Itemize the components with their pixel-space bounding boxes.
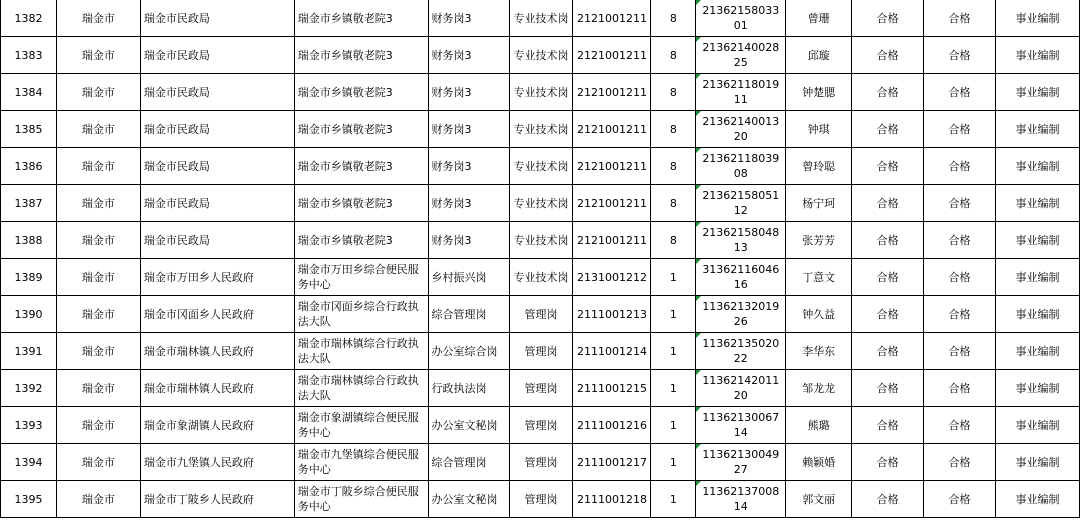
cell-post-type: 专业技术岗 — [509, 0, 573, 37]
cell-city: 瑞金市 — [56, 333, 140, 370]
ticket-text: 3136211604616 — [702, 263, 780, 291]
cell-result-2: 合格 — [924, 296, 996, 333]
cell-result-1: 合格 — [852, 0, 924, 37]
table-row — [1, 296, 1080, 333]
cell-unit: 瑞金市乡镇敬老院3 — [294, 0, 428, 37]
cell-name: 张芳芳 — [786, 222, 852, 259]
cell-post: 行政执法岗 — [428, 370, 509, 407]
table-row — [1, 444, 1080, 481]
ticket-text: 1136213700814 — [702, 485, 780, 513]
table-row — [1, 74, 1080, 111]
cell-unit: 瑞金市冈面乡综合行政执法大队 — [294, 296, 428, 333]
cell-department: 瑞金市瑞林镇人民政府 — [140, 370, 294, 407]
cell-post: 财务岗3 — [428, 185, 509, 222]
table-row — [1, 407, 1080, 444]
cell-city: 瑞金市 — [56, 37, 140, 74]
cell-hire-count: 8 — [651, 148, 696, 185]
cell-city: 瑞金市 — [56, 259, 140, 296]
cell-post: 办公室综合岗 — [428, 333, 509, 370]
cell-staff-kind: 事业编制 — [995, 222, 1079, 259]
cell-staff-kind: 事业编制 — [995, 74, 1079, 111]
cell-post: 财务岗3 — [428, 74, 509, 111]
table-row — [1, 222, 1080, 259]
cell-department: 瑞金市冈面乡人民政府 — [140, 296, 294, 333]
cell-post: 综合管理岗 — [428, 444, 509, 481]
cell-result-1: 合格 — [852, 370, 924, 407]
cell-ticket-no — [696, 111, 786, 148]
ticket-text: 2136214002825 — [702, 41, 780, 69]
cell-marker-icon — [696, 333, 701, 338]
cell-staff-kind: 事业编制 — [995, 444, 1079, 481]
table-row — [1, 111, 1080, 148]
cell-hire-count: 1 — [651, 370, 696, 407]
table-row — [1, 370, 1080, 407]
ticket-text: 2136211801911 — [702, 78, 780, 106]
cell-department: 瑞金市民政局 — [140, 74, 294, 111]
cell-post: 财务岗3 — [428, 222, 509, 259]
cell-staff-kind: 事业编制 — [995, 111, 1079, 148]
cell-post: 财务岗3 — [428, 111, 509, 148]
cell-post-code: 2121001211 — [573, 37, 651, 74]
cell-result-2: 合格 — [924, 407, 996, 444]
cell-staff-kind: 事业编制 — [995, 481, 1079, 518]
cell-staff-kind: 事业编制 — [995, 333, 1079, 370]
cell-result-2: 合格 — [924, 0, 996, 37]
cell-ticket-no — [696, 148, 786, 185]
cell-hire-count: 1 — [651, 259, 696, 296]
table-row — [1, 0, 1080, 37]
cell-post-type: 管理岗 — [509, 444, 573, 481]
cell-ticket-no — [696, 296, 786, 333]
cell-result-1: 合格 — [852, 296, 924, 333]
cell-ticket-no — [696, 407, 786, 444]
cell-city: 瑞金市 — [56, 370, 140, 407]
cell-department: 瑞金市民政局 — [140, 0, 294, 37]
cell-name: 李华东 — [786, 333, 852, 370]
cell-hire-count: 8 — [651, 0, 696, 37]
table-row — [1, 333, 1080, 370]
cell-unit: 瑞金市乡镇敬老院3 — [294, 222, 428, 259]
cell-post: 财务岗3 — [428, 148, 509, 185]
cell-staff-kind: 事业编制 — [995, 148, 1079, 185]
cell-city: 瑞金市 — [56, 481, 140, 518]
cell-result-1: 合格 — [852, 259, 924, 296]
cell-post-type: 专业技术岗 — [509, 148, 573, 185]
cell-hire-count: 1 — [651, 481, 696, 518]
cell-post-code: 2131001212 — [573, 259, 651, 296]
cell-ticket-no — [696, 370, 786, 407]
cell-hire-count: 1 — [651, 296, 696, 333]
cell-seq-no: 1386 — [1, 148, 57, 185]
cell-post-code: 2121001211 — [573, 74, 651, 111]
cell-unit: 瑞金市瑞林镇综合行政执法大队 — [294, 370, 428, 407]
cell-staff-kind: 事业编制 — [995, 370, 1079, 407]
cell-unit: 瑞金市乡镇敬老院3 — [294, 185, 428, 222]
cell-staff-kind: 事业编制 — [995, 407, 1079, 444]
cell-unit: 瑞金市象湖镇综合便民服务中心 — [294, 407, 428, 444]
cell-seq-no: 1389 — [1, 259, 57, 296]
cell-seq-no: 1387 — [1, 185, 57, 222]
cell-hire-count: 8 — [651, 185, 696, 222]
cell-result-1: 合格 — [852, 185, 924, 222]
cell-post-code: 2111001216 — [573, 407, 651, 444]
cell-marker-icon — [696, 222, 701, 227]
cell-post: 办公室文秘岗 — [428, 407, 509, 444]
cell-post-code: 2111001215 — [573, 370, 651, 407]
ticket-text: 1136213006714 — [702, 411, 780, 439]
cell-unit: 瑞金市乡镇敬老院3 — [294, 148, 428, 185]
cell-name: 赖颖婚 — [786, 444, 852, 481]
cell-unit: 瑞金市乡镇敬老院3 — [294, 37, 428, 74]
cell-post-type: 专业技术岗 — [509, 111, 573, 148]
ticket-text: 2136215805112 — [702, 189, 780, 217]
cell-hire-count: 8 — [651, 222, 696, 259]
cell-marker-icon — [696, 148, 701, 153]
table-row — [1, 37, 1080, 74]
cell-department: 瑞金市万田乡人民政府 — [140, 259, 294, 296]
cell-post-type: 管理岗 — [509, 296, 573, 333]
ticket-text: 2136215803301 — [702, 4, 780, 32]
cell-name: 丁意文 — [786, 259, 852, 296]
table-row — [1, 185, 1080, 222]
cell-city: 瑞金市 — [56, 407, 140, 444]
cell-ticket-no — [696, 37, 786, 74]
cell-post-type: 专业技术岗 — [509, 37, 573, 74]
cell-result-1: 合格 — [852, 333, 924, 370]
cell-post-code: 2121001211 — [573, 111, 651, 148]
cell-unit: 瑞金市九堡镇综合便民服务中心 — [294, 444, 428, 481]
cell-result-2: 合格 — [924, 370, 996, 407]
cell-post: 综合管理岗 — [428, 296, 509, 333]
cell-marker-icon — [696, 74, 701, 79]
cell-name: 钟琪 — [786, 111, 852, 148]
cell-post-type: 管理岗 — [509, 481, 573, 518]
cell-result-2: 合格 — [924, 481, 996, 518]
ticket-text: 1136214201120 — [702, 374, 780, 402]
cell-hire-count: 8 — [651, 37, 696, 74]
cell-result-2: 合格 — [924, 185, 996, 222]
cell-post-code: 2111001214 — [573, 333, 651, 370]
cell-ticket-no — [696, 185, 786, 222]
cell-name: 郭文丽 — [786, 481, 852, 518]
cell-marker-icon — [696, 370, 701, 375]
cell-name: 曾珊 — [786, 0, 852, 37]
cell-hire-count: 1 — [651, 444, 696, 481]
cell-result-2: 合格 — [924, 111, 996, 148]
cell-seq-no: 1394 — [1, 444, 57, 481]
cell-post-type: 管理岗 — [509, 370, 573, 407]
cell-seq-no: 1382 — [1, 0, 57, 37]
table-row — [1, 481, 1080, 518]
cell-department: 瑞金市民政局 — [140, 37, 294, 74]
cell-post-code: 2111001218 — [573, 481, 651, 518]
cell-department: 瑞金市九堡镇人民政府 — [140, 444, 294, 481]
cell-ticket-no — [696, 444, 786, 481]
ticket-text: 1136213004927 — [702, 448, 780, 476]
cell-hire-count: 1 — [651, 407, 696, 444]
cell-seq-no: 1388 — [1, 222, 57, 259]
cell-staff-kind: 事业编制 — [995, 296, 1079, 333]
cell-unit: 瑞金市乡镇敬老院3 — [294, 111, 428, 148]
cell-ticket-no — [696, 222, 786, 259]
cell-ticket-no — [696, 0, 786, 37]
cell-post-type: 专业技术岗 — [509, 222, 573, 259]
cell-staff-kind: 事业编制 — [995, 185, 1079, 222]
cell-department: 瑞金市民政局 — [140, 185, 294, 222]
cell-result-1: 合格 — [852, 407, 924, 444]
cell-name: 曾玲聪 — [786, 148, 852, 185]
cell-seq-no: 1393 — [1, 407, 57, 444]
table-row — [1, 148, 1080, 185]
cell-post-type: 专业技术岗 — [509, 185, 573, 222]
ticket-text: 1136213201926 — [702, 300, 780, 328]
cell-hire-count: 8 — [651, 111, 696, 148]
cell-seq-no: 1385 — [1, 111, 57, 148]
cell-result-1: 合格 — [852, 222, 924, 259]
cell-result-1: 合格 — [852, 481, 924, 518]
cell-staff-kind: 事业编制 — [995, 0, 1079, 37]
cell-post-code: 2121001211 — [573, 185, 651, 222]
ticket-text: 2136215804813 — [702, 226, 780, 254]
cell-seq-no: 1384 — [1, 74, 57, 111]
cell-result-1: 合格 — [852, 444, 924, 481]
cell-department: 瑞金市民政局 — [140, 148, 294, 185]
cell-name: 杨宁珂 — [786, 185, 852, 222]
cell-hire-count: 8 — [651, 74, 696, 111]
cell-marker-icon — [696, 0, 701, 5]
cell-department: 瑞金市民政局 — [140, 111, 294, 148]
cell-post-type: 管理岗 — [509, 407, 573, 444]
cell-seq-no: 1395 — [1, 481, 57, 518]
cell-ticket-no — [696, 74, 786, 111]
cell-post-code: 2121001211 — [573, 0, 651, 37]
cell-city: 瑞金市 — [56, 111, 140, 148]
cell-result-2: 合格 — [924, 148, 996, 185]
cell-result-2: 合格 — [924, 444, 996, 481]
cell-post: 乡村振兴岗 — [428, 259, 509, 296]
cell-unit: 瑞金市瑞林镇综合行政执法大队 — [294, 333, 428, 370]
cell-seq-no: 1383 — [1, 37, 57, 74]
ticket-text: 2136214001320 — [702, 115, 780, 143]
cell-seq-no: 1391 — [1, 333, 57, 370]
table-row — [1, 259, 1080, 296]
cell-city: 瑞金市 — [56, 185, 140, 222]
cell-staff-kind: 事业编制 — [995, 259, 1079, 296]
cell-city: 瑞金市 — [56, 444, 140, 481]
cell-marker-icon — [696, 407, 701, 412]
cell-department: 瑞金市瑞林镇人民政府 — [140, 333, 294, 370]
cell-city: 瑞金市 — [56, 0, 140, 37]
cell-department: 瑞金市象湖镇人民政府 — [140, 407, 294, 444]
cell-department: 瑞金市民政局 — [140, 222, 294, 259]
cell-name: 熊璐 — [786, 407, 852, 444]
cell-marker-icon — [696, 481, 701, 486]
cell-city: 瑞金市 — [56, 148, 140, 185]
cell-city: 瑞金市 — [56, 222, 140, 259]
cell-result-1: 合格 — [852, 111, 924, 148]
cell-marker-icon — [696, 37, 701, 42]
cell-marker-icon — [696, 259, 701, 264]
cell-post-code: 2121001211 — [573, 222, 651, 259]
cell-ticket-no — [696, 333, 786, 370]
cell-name: 钟久益 — [786, 296, 852, 333]
cell-post: 办公室文秘岗 — [428, 481, 509, 518]
cell-result-1: 合格 — [852, 37, 924, 74]
cell-city: 瑞金市 — [56, 296, 140, 333]
cell-result-2: 合格 — [924, 37, 996, 74]
cell-seq-no: 1390 — [1, 296, 57, 333]
ticket-text: 1136213502022 — [702, 337, 780, 365]
cell-result-1: 合格 — [852, 74, 924, 111]
cell-marker-icon — [696, 444, 701, 449]
cell-seq-no: 1392 — [1, 370, 57, 407]
cell-post-type: 专业技术岗 — [509, 259, 573, 296]
cell-staff-kind: 事业编制 — [995, 37, 1079, 74]
cell-hire-count: 1 — [651, 333, 696, 370]
cell-post-code: 2121001211 — [573, 148, 651, 185]
cell-unit: 瑞金市万田乡综合便民服务中心 — [294, 259, 428, 296]
cell-result-1: 合格 — [852, 148, 924, 185]
cell-unit: 瑞金市丁陂乡综合便民服务中心 — [294, 481, 428, 518]
cell-ticket-no — [696, 481, 786, 518]
cell-name: 钟楚腮 — [786, 74, 852, 111]
cell-ticket-no — [696, 259, 786, 296]
cell-unit: 瑞金市乡镇敬老院3 — [294, 74, 428, 111]
cell-marker-icon — [696, 111, 701, 116]
cell-post-type: 专业技术岗 — [509, 74, 573, 111]
cell-post: 财务岗3 — [428, 0, 509, 37]
ticket-text: 2136211803908 — [702, 152, 780, 180]
cell-department: 瑞金市丁陂乡人民政府 — [140, 481, 294, 518]
cell-result-2: 合格 — [924, 333, 996, 370]
cell-result-2: 合格 — [924, 222, 996, 259]
cell-marker-icon — [696, 185, 701, 190]
cell-result-2: 合格 — [924, 259, 996, 296]
cell-name: 邱璇 — [786, 37, 852, 74]
cell-marker-icon — [696, 296, 701, 301]
cell-post-type: 管理岗 — [509, 333, 573, 370]
cell-result-2: 合格 — [924, 74, 996, 111]
cell-post: 财务岗3 — [428, 37, 509, 74]
cell-post-code: 2111001213 — [573, 296, 651, 333]
cell-post-code: 2111001217 — [573, 444, 651, 481]
cell-name: 邹龙龙 — [786, 370, 852, 407]
cell-city: 瑞金市 — [56, 74, 140, 111]
